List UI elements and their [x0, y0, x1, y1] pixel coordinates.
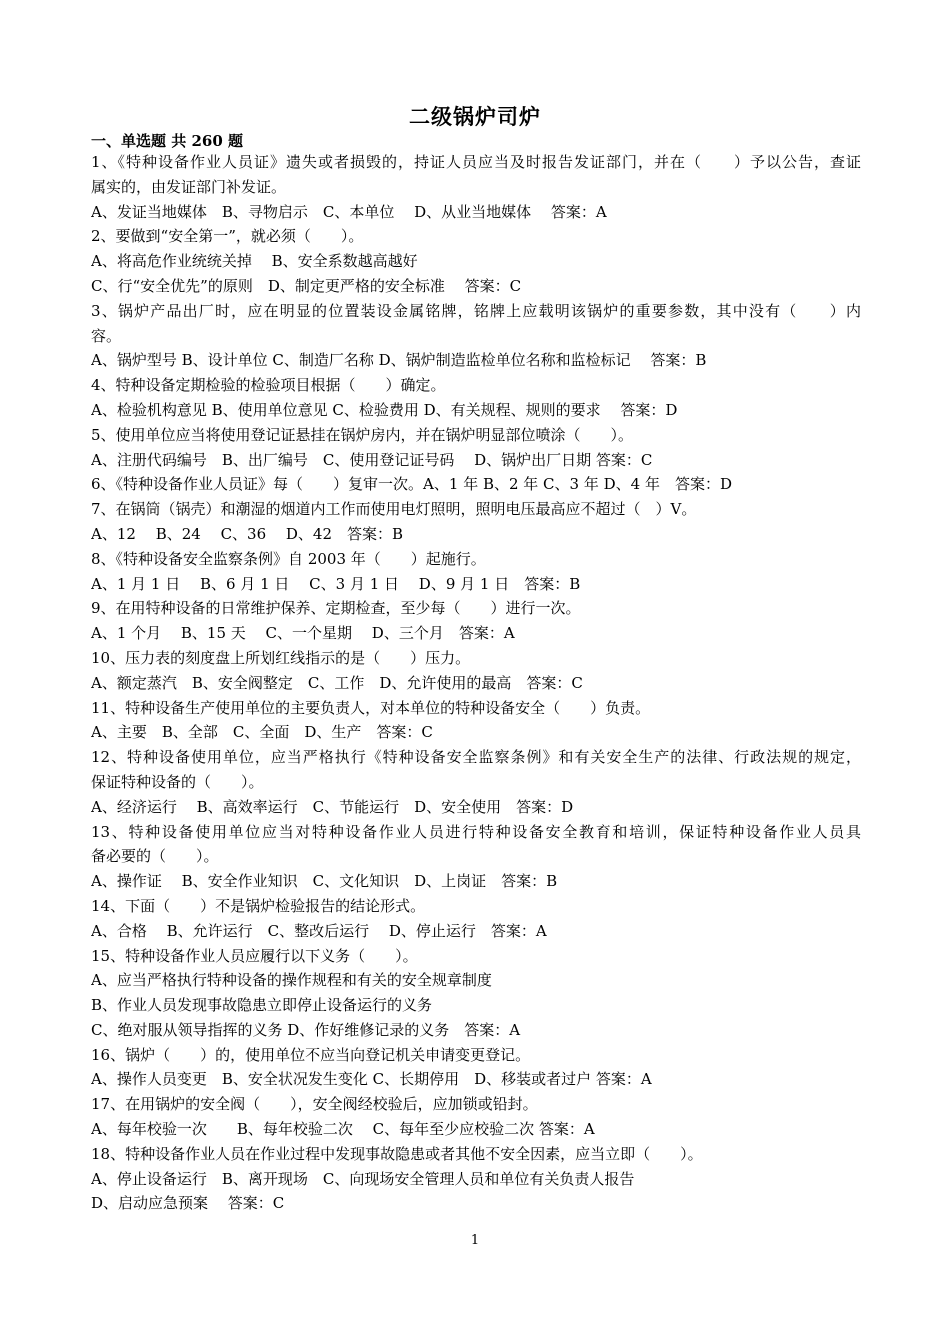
text-line: A、操作人员变更 B、安全状况发生变化 C、长期停用 D、移装或者过户 答案：A	[91, 1070, 652, 1089]
text-line: 7、在锅筒（锅壳）和潮湿的烟道内工作而使用电灯照明，照明电压最高应不超过（ ）V。	[91, 500, 697, 519]
text-line: A、注册代码编号 B、出厂编号 C、使用登记证号码 D、锅炉出厂日期 答案：C	[91, 450, 653, 469]
text-line: A、应当严格执行特种设备的操作规程和有关的安全规章制度	[91, 971, 492, 990]
text-line: 5、使用单位应当将使用登记证悬挂在锅炉房内，并在锅炉明显部位喷涂（ ）。	[91, 425, 634, 444]
text-line: 备必要的（ ）。	[91, 847, 219, 866]
text-line: A、将高危作业统统关掉 B、安全系数越高越好	[91, 252, 418, 271]
text-line: A、锅炉型号 B、设计单位 C、制造厂名称 D、锅炉制造监检单位名称和监检标记 答案：B	[91, 351, 707, 370]
text-line: 8、《特种设备安全监察条例》自 2003 年（ ）起施行。	[91, 549, 486, 568]
text-line: A、1 月 1 日 B、6 月 1 日 C、3 月 1 日 D、9 月 1 日 答案：B	[91, 574, 581, 593]
text-line: A、合格 B、允许运行 C、整改后运行 D、停止运行 答案：A	[91, 921, 547, 940]
text-line: 12、特种设备使用单位，应当严格执行《特种设备安全监察条例》和有关安全生产的法律、行政法规的规定，	[91, 748, 861, 767]
text-line: A、停止设备运行 B、离开现场 C、向现场安全管理人员和单位有关负责人报告	[91, 1169, 635, 1188]
text-line: 属实的，由发证部门补发证。	[91, 177, 287, 196]
text-line: 17、在用锅炉的安全阀（ ），安全阀经校验后，应加锁或铅封。	[91, 1095, 538, 1114]
section-heading: 一、单选题 共 260 题	[91, 132, 243, 150]
text-line: 2、要做到“安全第一”，就必须（ ）。	[91, 227, 364, 246]
text-line: A、12 B、24 C、36 D、42 答案：B	[91, 524, 404, 543]
text-line: A、额定蒸汽 B、安全阀整定 C、工作 D、允许使用的最高 答案：C	[91, 673, 583, 692]
text-line: A、1 个月 B、15 天 C、一个星期 D、三个月 答案：A	[91, 624, 515, 643]
page-title: 二级锅炉司炉	[409, 104, 541, 129]
text-line: 1、《特种设备作业人员证》遗失或者损毁的，持证人员应当及时报告发证部门，并在（ ）予以公告，查证	[91, 153, 861, 171]
text-line: 6、《特种设备作业人员证》每（ ）复审一次。A、1 年 B、2 年 C、3 年 D、4 年 答案：D	[91, 475, 732, 494]
text-line: 11、特种设备生产使用单位的主要负责人，对本单位的特种设备安全（ ）负责。	[91, 698, 651, 717]
text-line: A、经济运行 B、高效率运行 C、节能运行 D、安全使用 答案：D	[91, 797, 574, 816]
text-line: 保证特种设备的（ ）。	[91, 772, 264, 791]
text-line: 13、特种设备使用单位应当对特种设备作业人员进行特种设备安全教育和培训，保证特种设备作业人员具	[91, 822, 861, 841]
text-line: C、绝对服从领导指挥的义务 D、作好维修记录的义务 答案：A	[91, 1020, 521, 1039]
text-line: 16、锅炉（ ）的，使用单位不应当向登记机关申请变更登记。	[91, 1045, 531, 1064]
text-line: 9、在用特种设备的日常维护保养、定期检查，至少每（ ）进行一次。	[91, 599, 581, 618]
text-line: A、操作证 B、安全作业知识 C、文化知识 D、上岗证 答案：B	[91, 872, 558, 891]
text-line: A、检验机构意见 B、使用单位意见 C、检验费用 D、有关规程、规则的要求 答案：D	[91, 400, 678, 419]
text-line: A、发证当地媒体 B、寻物启示 C、本单位 D、从业当地媒体 答案：A	[91, 202, 607, 221]
text-line: A、每年校验一次 B、每年校验二次 C、每年至少应校验二次 答案：A	[91, 1120, 595, 1139]
text-line: B、作业人员发现事故隐患立即停止设备运行的义务	[91, 996, 433, 1015]
question-list	[91, 150, 861, 1216]
text-line: A、主要 B、全部 C、全面 D、生产 答案：C	[91, 723, 433, 742]
text-line: C、行“安全优先”的原则 D、制定更严格的安全标准 答案：C	[91, 276, 522, 295]
text-line: 3、锅炉产品出厂时，应在明显的位置装设金属铭牌，铭牌上应载明该锅炉的重要参数，其中没有（ ）内	[91, 301, 861, 320]
text-line: 15、特种设备作业人员应履行以下义务（ ）。	[91, 946, 418, 965]
text-line: 18、特种设备作业人员在作业过程中发现事故隐患或者其他不安全因素，应当立即（ ）。	[91, 1144, 703, 1163]
text-line: 14、下面（ ）不是锅炉检验报告的结论形式。	[91, 896, 426, 915]
text-line: 容。	[91, 326, 122, 345]
text-line: 4、特种设备定期检验的检验项目根据（ ）确定。	[91, 376, 446, 395]
page-number: 1	[470, 1233, 480, 1248]
text-line: 10、压力表的刻度盘上所划红线指示的是（ ）压力。	[91, 648, 471, 667]
text-line: D、启动应急预案 答案：C	[91, 1194, 285, 1213]
